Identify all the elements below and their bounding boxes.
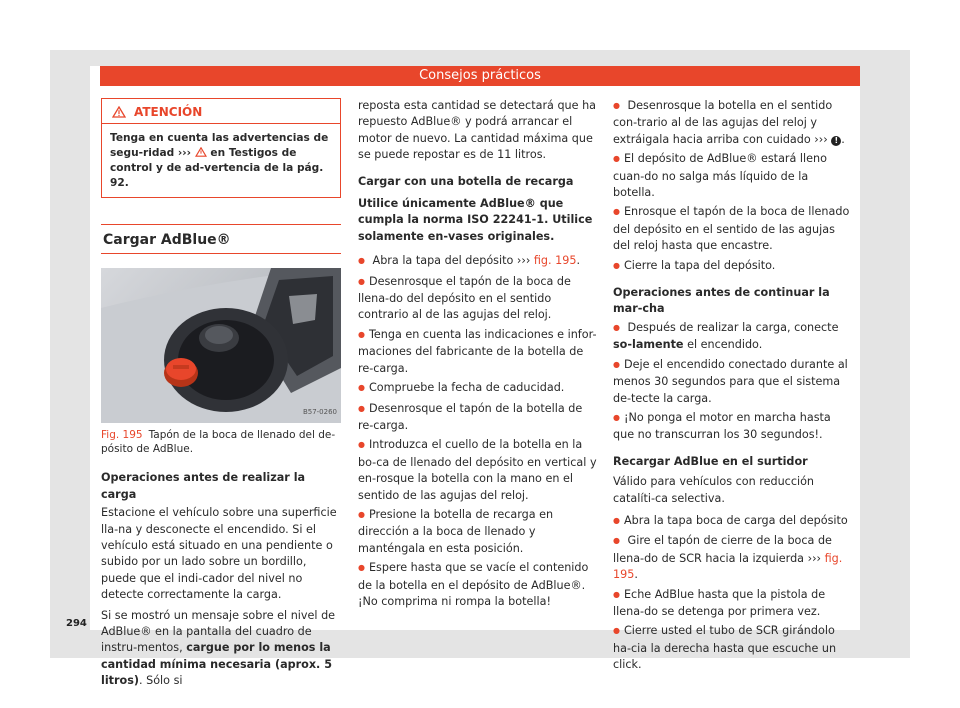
list-item: ● Desenrosque la botella en el sentido con-trario al de las agujas del reloj y extráigala hacia arriba con cuidado ››› ! . [613,98,853,148]
warning-link[interactable]: en Testigos de control y de ad-vertencia de la pág. 92. [110,147,324,190]
figure-image [101,268,341,423]
subheading-iso: Utilice únicamente AdBlue® que cumpla la norma ISO 22241-1. Utilice solamente en-vases originales. [358,197,593,243]
column-3 [613,98,853,677]
list-item: ● Cierre usted el tubo de SCR girándolo ha-cia la derecha hasta que escuche un click. [613,623,853,673]
column-1 [101,98,341,694]
list-item: ● Enrosque el tapón de la boca de llenado del depósito en el sentido de las agujas del reloj hasta que encastre. [613,204,853,254]
warning-box [101,98,341,198]
paragraph: reposta esta cantidad se detectará que ha repuesto AdBlue® y podrá arrancar el motor de nuevo. La cantidad máxima que se puede repostar es de 11 litros. [358,99,597,162]
list-item: ● Desenrosque el tapón de la boca de llena-do del depósito en el sentido contrario al de las agujas del reloj. [358,274,598,324]
heading-refill-bottle: Cargar con una botella de recarga [358,174,574,188]
paragraph: Estacione el vehículo sobre una superficie lla-na y desconecte el encendido. Si el vehículo está situado en una pendiente o subido por un lado sobre un bordillo, puede que el indi-cador del nivel no detecte correctamente la carga. [101,506,337,602]
list-item: ● Abra la tapa boca de carga del depósito [613,513,853,530]
heading-before-loading: Operaciones antes de realizar la carga [101,471,306,501]
figure-link[interactable]: fig. 195 [533,254,577,268]
list-item: ● Presione la botella de recarga en dirección a la boca de llenado y manténgala en esta posición. [358,507,598,557]
list-item: ● Compruebe la fecha de caducidad. [358,380,598,397]
figure-link[interactable]: fig. 195 [613,551,843,582]
heading-before-driving: Operaciones antes de continuar la mar-cha [613,286,830,316]
list-item: ● Abra la tapa del depósito ››› fig. 195. [358,253,598,270]
figure-id: B57-0260 [302,408,337,416]
warning-text: Tenga en cuenta las advertencias de segu-ridad ››› en Testigos de control y de ad-vertencia de la pág. 92. [110,132,329,190]
warning-title: ATENCIÓN [134,105,203,119]
figure-caption: Fig. 195 Tapón de la boca de llenado del de-pósito de AdBlue. [101,429,336,455]
paragraph: Válido para vehículos con reducción catalíti-ca selectiva. [613,475,815,505]
section-title: Cargar AdBlue® [101,224,341,254]
list-item: ● Eche AdBlue hasta que la pistola de llena-do se detenga por primera vez. [613,587,853,621]
list-item: ● Después de realizar la carga, conecte so-lamente el encendido. [613,320,853,354]
list-item: ● Deje el encendido conectado durante al menos 30 segundos para que el sistema de-tecte la carga. [613,357,853,407]
list-item: ● Introduzca el cuello de la botella en la bo-ca de llenado del depósito en vertical y en-rosque la botella con la mano en el sentido de las agujas del reloj. [358,437,598,504]
caution-icon[interactable]: ! [831,136,841,146]
list-item: ● ¡No ponga el motor en marcha hasta que no transcurran los 30 segundos!. [613,410,853,444]
column-2 [358,98,598,613]
list-item: ● Cierre la tapa del depósito. [613,258,853,275]
chapter-header: Consejos prácticos [100,66,860,86]
paragraph: Si se mostró un mensaje sobre el nivel de AdBlue® en la pantalla del cuadro de instru-mentos, cargue por lo menos la cantidad mínima necesaria (aprox. 5 litros). Sólo si [101,608,336,688]
list-item: ● El depósito de AdBlue® estará lleno cuan-do no salga más líquido de la botella. [613,151,853,201]
warning-triangle-icon [112,106,126,118]
list-item: ● Tenga en cuenta las indicaciones e infor-maciones del fabricante de la botella de re-carga. [358,327,598,377]
list-item: ● Desenrosque el tapón de la botella de re-carga. [358,401,598,435]
list-item: ● Espere hasta que se vacíe el contenido de la botella en el depósito de AdBlue®. ¡No comprima ni rompa la botella! [358,560,598,610]
warning-triangle-icon [195,147,207,157]
list-item: ● Gire el tapón de cierre de la boca de llena-do de SCR hacia la izquierda ››› fig. 195. [613,533,853,583]
fuel-cap-illustration [101,268,341,423]
heading-pump-refill: Recargar AdBlue en el surtidor [613,454,808,468]
warning-header [102,99,340,124]
page-number: 294 [66,618,87,629]
